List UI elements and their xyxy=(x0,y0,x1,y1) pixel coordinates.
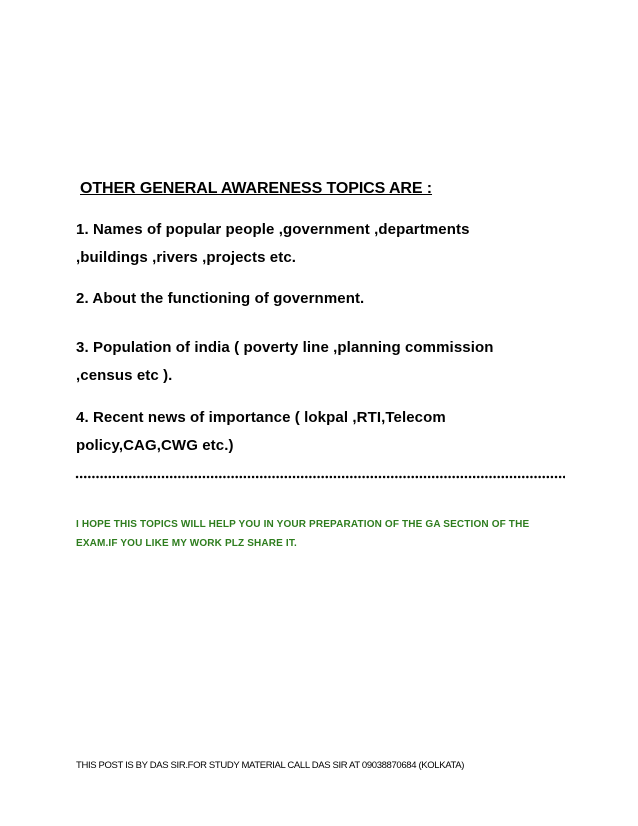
page-footer: THIS POST IS BY DAS SIR.FOR STUDY MATERIAL CALL DAS SIR AT 09038870684 (KOLKATA) xyxy=(76,760,465,771)
topic-4-line-2: policy,CAG,CWG etc.) xyxy=(76,437,234,454)
topic-3-line-2: ,census etc ). xyxy=(76,367,173,384)
topic-4-line-1: 4. Recent news of importance ( lokpal ,RTI,Telecom xyxy=(76,409,446,426)
topic-3-line-1: 3. Population of india ( poverty line ,planning commission xyxy=(76,339,494,356)
topic-item-2 xyxy=(76,285,566,313)
topic-1-line-2: ,buildings ,rivers ,projects etc. xyxy=(76,249,297,266)
topic-1-line-1: 1. Names of popular people ,government ,departments xyxy=(76,221,470,238)
closing-note-line-1: I HOPE THIS TOPICS WILL HELP YOU IN YOUR PREPARATION OF THE GA SECTION OF THE xyxy=(76,519,530,530)
section-heading: OTHER GENERAL AWARENESS TOPICS ARE : xyxy=(80,180,433,197)
topic-2-line-1: 2. About the functioning of government. xyxy=(76,290,365,307)
closing-note xyxy=(76,515,576,553)
closing-note-line-2: EXAM.IF YOU LIKE MY WORK PLZ SHARE IT. xyxy=(76,538,297,549)
dotted-divider xyxy=(75,475,565,479)
topic-item-4 xyxy=(76,404,566,460)
topic-item-1 xyxy=(76,216,566,272)
topic-item-3 xyxy=(76,334,566,390)
